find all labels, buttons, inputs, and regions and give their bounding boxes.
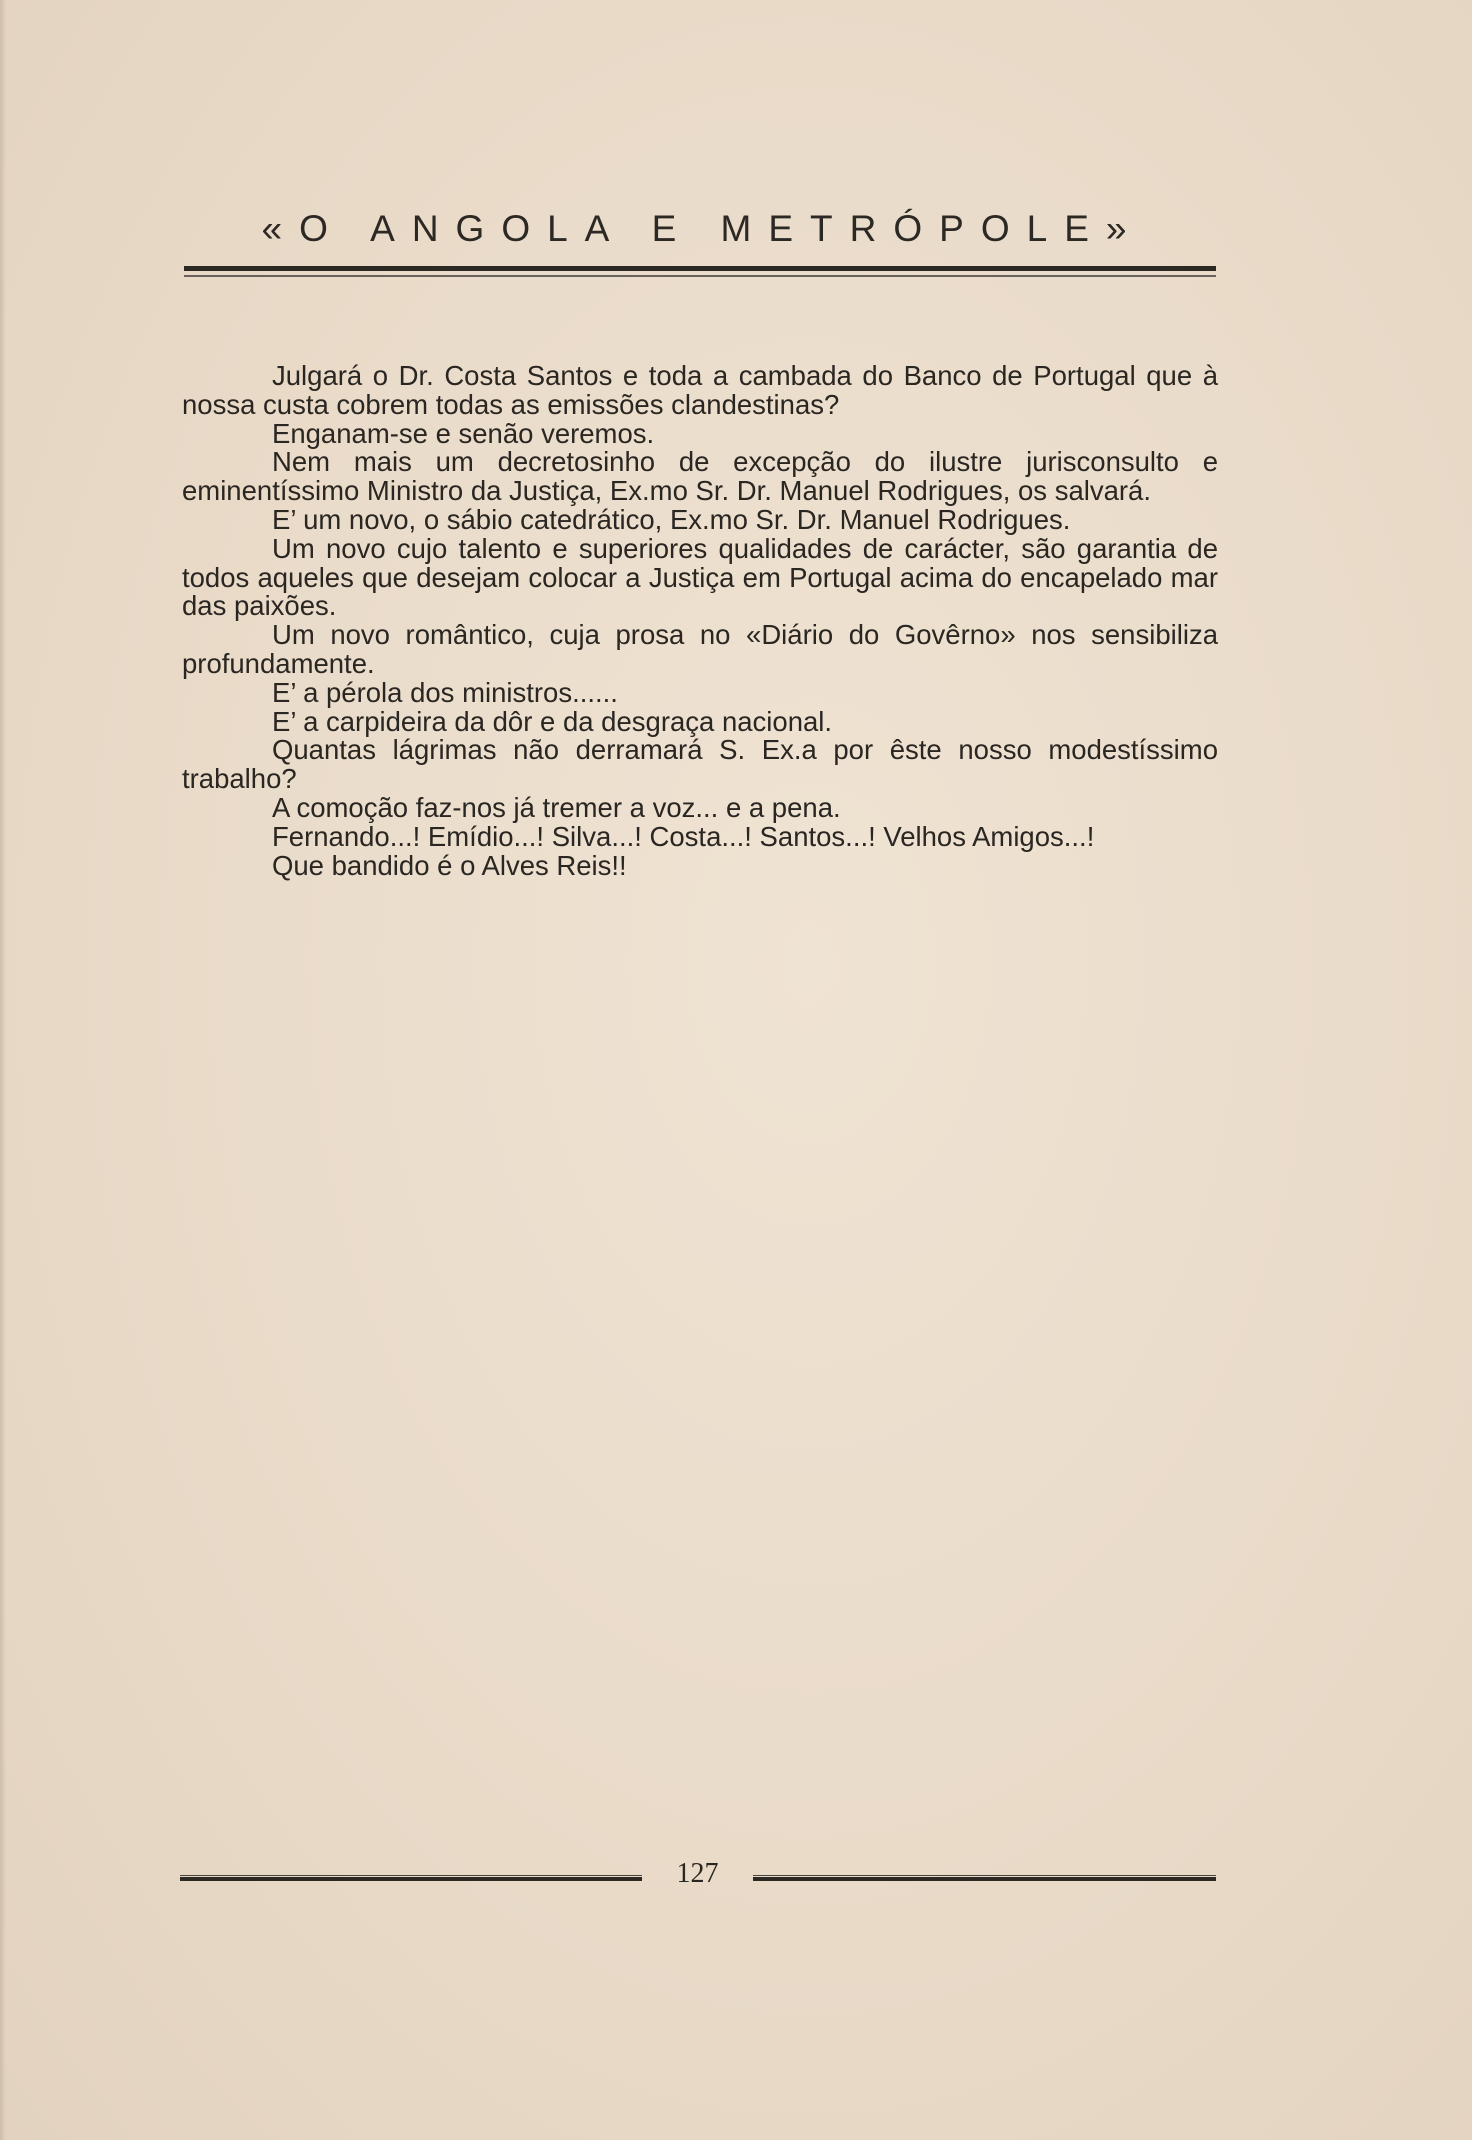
paragraph-9: Quantas lágrimas não derramará S. Ex.a por êste nosso modestíssimo trabalho? [182, 734, 1218, 795]
paragraph-10: A comoção faz-nos já tremer a voz... e a pena. [272, 791, 841, 823]
paragraph-6: Um novo romântico, cuja prosa no «Diário do Govêrno» nos sensibiliza profundamente. [182, 619, 1218, 679]
page-footer [180, 1858, 1216, 1898]
paragraph-8: E’ a carpideira da dôr e da desgraça nacional. [272, 705, 833, 737]
header-rule-thin [184, 275, 1216, 277]
header-rule-thick [184, 266, 1216, 271]
footer-rule-right [753, 1875, 1216, 1881]
paragraph-5: Um novo cujo talento e superiores qualidades de carácter, são garantia de todos aqueles que desejam colocar a Justiça em Portugal acima do encapelado mar das paixões. [182, 532, 1218, 622]
paragraph-2: Enganam-se e senão veremos. [272, 417, 655, 449]
paragraph-3: Nem mais um decretosinho de excepção do ilustre jurisconsulto e eminentíssimo Ministro da Justiça, Ex.mo Sr. Dr. Manuel Rodrigues, os salvará. [182, 446, 1218, 507]
footer-rule-left [180, 1875, 642, 1881]
body-text [182, 362, 1218, 880]
page-edge-shadow [0, 0, 6, 2140]
paragraph-11: Fernando...! Emídio...! Silva...! Costa...! Santos...! Velhos Amigos...! [272, 820, 1095, 852]
paragraph-4: E’ um novo, o sábio catedrático, Ex.mo Sr. Dr. Manuel Rodrigues. [272, 503, 1071, 535]
running-title: «O ANGOLA E METRÓPOLE» [261, 208, 1144, 249]
paragraph-7: E’ a pérola dos ministros...... [272, 676, 618, 708]
page-number: 127 [676, 1858, 719, 1889]
paragraph-1: Julgará o Dr. Costa Santos e toda a cambada do Banco de Portugal que à nossa custa cobrem todas as emissões clandestinas? [182, 360, 1218, 420]
paragraph-12: Que bandido é o Alves Reis!! [272, 849, 627, 881]
